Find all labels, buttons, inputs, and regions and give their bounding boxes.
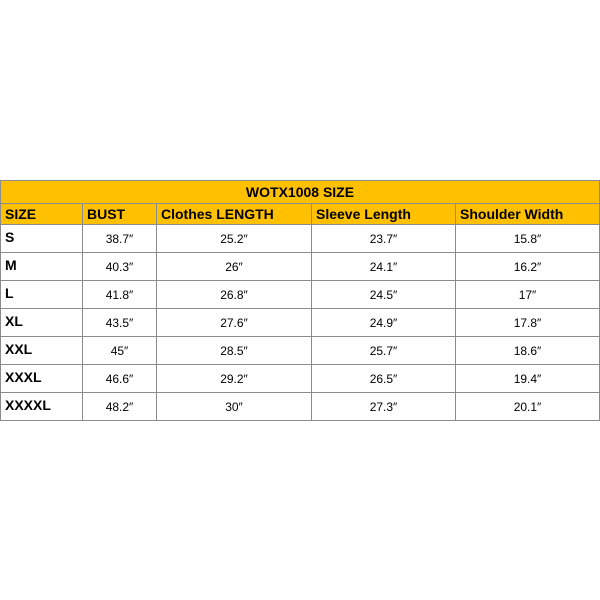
column-header-sleeve-length: Sleeve Length [312, 204, 456, 225]
shoulder-width-cell: 15.8″ [456, 225, 600, 253]
size-cell: M [1, 253, 83, 281]
clothes-length-cell: 29.2″ [157, 365, 312, 393]
size-cell: XXXL [1, 365, 83, 393]
size-cell: XXXXL [1, 393, 83, 421]
size-cell: XL [1, 309, 83, 337]
bust-cell: 41.8″ [83, 281, 157, 309]
bust-cell: 48.2″ [83, 393, 157, 421]
table-row [1, 281, 600, 309]
column-header-size: SIZE [1, 204, 83, 225]
shoulder-width-cell: 17″ [456, 281, 600, 309]
clothes-length-cell: 25.2″ [157, 225, 312, 253]
size-cell: S [1, 225, 83, 253]
table-row [1, 253, 600, 281]
shoulder-width-cell: 16.2″ [456, 253, 600, 281]
clothes-length-cell: 26.8″ [157, 281, 312, 309]
table-row [1, 365, 600, 393]
size-cell: L [1, 281, 83, 309]
sleeve-length-cell: 24.9″ [312, 309, 456, 337]
sleeve-length-cell: 25.7″ [312, 337, 456, 365]
title-row [1, 181, 600, 204]
shoulder-width-cell: 18.6″ [456, 337, 600, 365]
sleeve-length-cell: 24.1″ [312, 253, 456, 281]
bust-cell: 46.6″ [83, 365, 157, 393]
shoulder-width-cell: 19.4″ [456, 365, 600, 393]
shoulder-width-cell: 20.1″ [456, 393, 600, 421]
column-header-clothes-length: Clothes LENGTH [157, 204, 312, 225]
size-cell: XXL [1, 337, 83, 365]
bust-cell: 43.5″ [83, 309, 157, 337]
table-title: WOTX1008 SIZE [1, 181, 600, 204]
shoulder-width-cell: 17.8″ [456, 309, 600, 337]
table-row [1, 337, 600, 365]
size-chart-table [0, 180, 600, 421]
bust-cell: 45″ [83, 337, 157, 365]
clothes-length-cell: 30″ [157, 393, 312, 421]
table-row [1, 393, 600, 421]
column-header-bust: BUST [83, 204, 157, 225]
bust-cell: 40.3″ [83, 253, 157, 281]
table-row [1, 309, 600, 337]
column-header-shoulder-width: Shoulder Width [456, 204, 600, 225]
clothes-length-cell: 27.6″ [157, 309, 312, 337]
header-row [1, 204, 600, 225]
clothes-length-cell: 26″ [157, 253, 312, 281]
sleeve-length-cell: 27.3″ [312, 393, 456, 421]
bust-cell: 38.7″ [83, 225, 157, 253]
sleeve-length-cell: 26.5″ [312, 365, 456, 393]
sleeve-length-cell: 23.7″ [312, 225, 456, 253]
table-row [1, 225, 600, 253]
sleeve-length-cell: 24.5″ [312, 281, 456, 309]
clothes-length-cell: 28.5″ [157, 337, 312, 365]
